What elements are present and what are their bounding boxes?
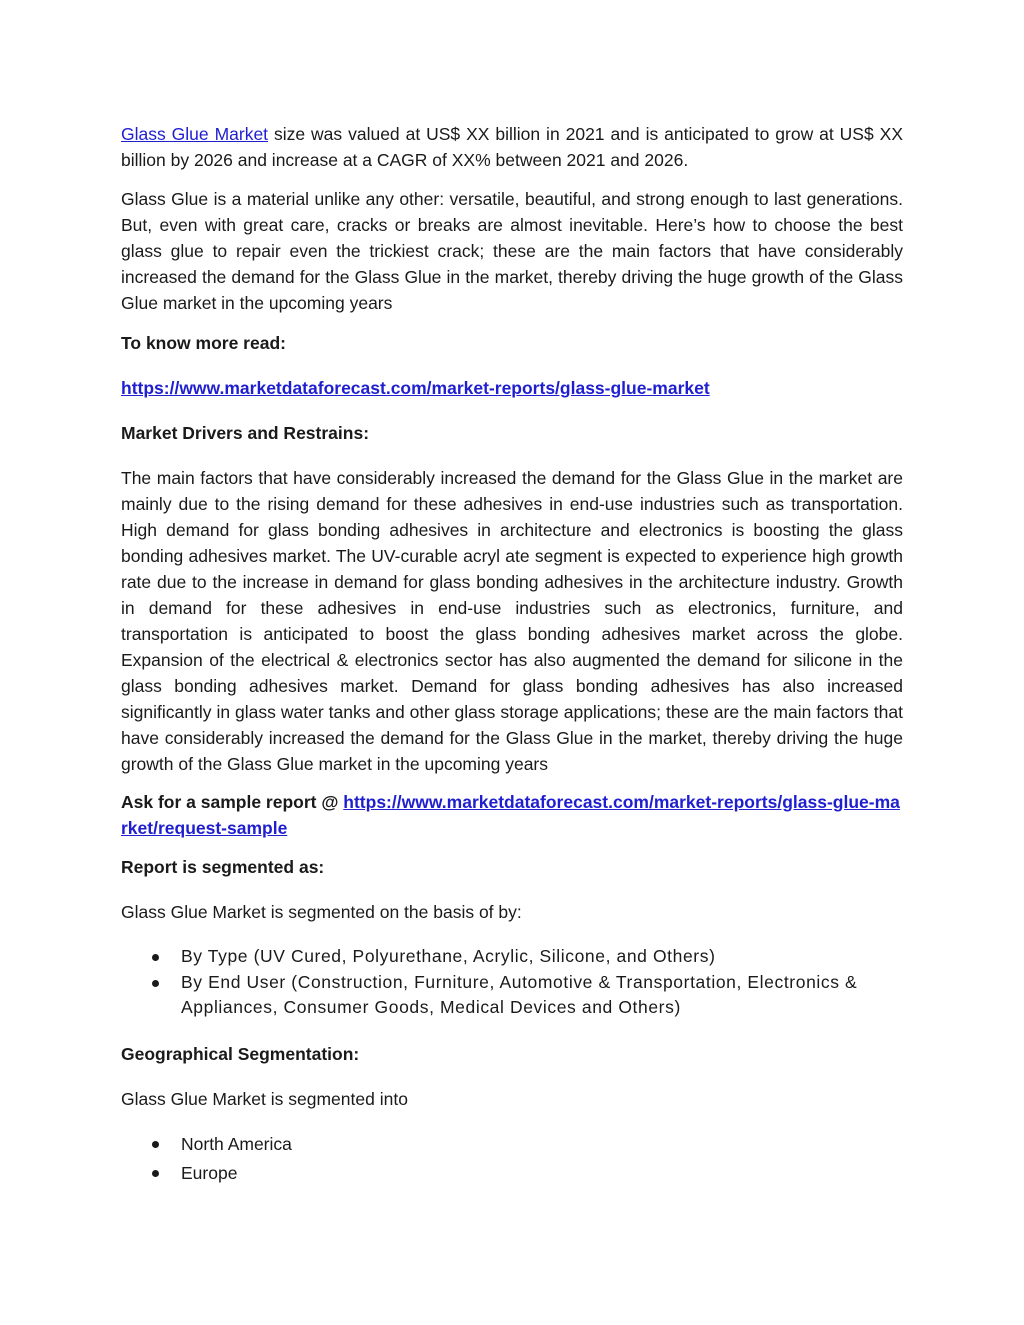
sample-report-label: Ask for a sample report @ (121, 792, 344, 812)
list-item-text: Europe (181, 1163, 238, 1183)
report-link[interactable]: https://www.marketdataforecast.com/market-reports/glass-glue-market (121, 378, 710, 398)
list-item (121, 1131, 903, 1157)
list-item (121, 1160, 903, 1186)
document-page (121, 121, 903, 1189)
sample-report-link[interactable]: https://www.marketdataforecast.com/market-reports/glass-glue-market/request-sample (121, 792, 900, 838)
glass-glue-market-link[interactable]: Glass Glue Market (121, 124, 269, 144)
list-item (121, 970, 903, 1020)
intro-paragraph (121, 121, 903, 173)
list-item (121, 944, 903, 969)
know-more-label: To know more read: (121, 333, 286, 353)
description-paragraph: Glass Glue is a material unlike any other: versatile, beautiful, and strong enough to last generations. But, even with great care, cracks or breaks are almost inevitable. Here’s how to choose the best glass glue to repair even the trickiest crack; these are the main factors that have considerably increased the demand for the Glass Glue in the market, thereby driving the huge growth of the Glass Glue market in the upcoming years (121, 189, 903, 313)
bullet-icon (152, 954, 159, 961)
sample-report-line (121, 789, 903, 841)
segmentation-intro: Glass Glue Market is segmented on the basis of by: (121, 902, 522, 922)
segmentation-list (121, 944, 903, 1020)
geography-list (121, 1131, 903, 1186)
list-item-text: By Type (UV Cured, Polyurethane, Acrylic, Silicone, and Others) (181, 946, 716, 966)
geography-heading: Geographical Segmentation: (121, 1044, 360, 1064)
drivers-heading: Market Drivers and Restrains: (121, 423, 370, 443)
know-more-link-line (121, 375, 903, 401)
list-item-text: By End User (Construction, Furniture, Automotive & Transportation, Electronics & Appliances, Consumer Goods, Medical Devices and Others) (181, 972, 858, 1017)
bullet-icon (152, 1141, 159, 1148)
bullet-icon (152, 1170, 159, 1177)
segmentation-heading: Report is segmented as: (121, 857, 325, 877)
drivers-paragraph: The main factors that have considerably increased the demand for the Glass Glue in the market are mainly due to the rising demand for these adhesives in end-use industries such as transportation. High demand for glass bonding adhesives in architecture and electronics is boosting the glass bonding adhesives market. The UV-curable acryl ate segment is expected to experience high growth rate due to the increase in demand for glass bonding adhesives in the architecture industry. Growth in demand for these adhesives in end-use industries such as electronics, furniture, and transportation is anticipated to boost the glass bonding adhesives market across the globe. Expansion of the electrical & electronics sector has also augmented the demand for silicone in the glass bonding adhesives market. Demand for glass bonding adhesives has also increased significantly in glass water tanks and other glass storage applications; these are the main factors that have considerably increased the demand for the Glass Glue in the market, thereby driving the huge growth of the Glass Glue market in the upcoming years (121, 468, 903, 774)
intro-text: size was valued at US$ XX billion in 2021 and is anticipated to grow at US$ XX billion by 2026 and increase at a CAGR of XX% between 2021 and 2026. (121, 124, 903, 170)
list-item-text: North America (181, 1134, 292, 1154)
bullet-icon (152, 980, 159, 987)
geography-intro: Glass Glue Market is segmented into (121, 1089, 408, 1109)
